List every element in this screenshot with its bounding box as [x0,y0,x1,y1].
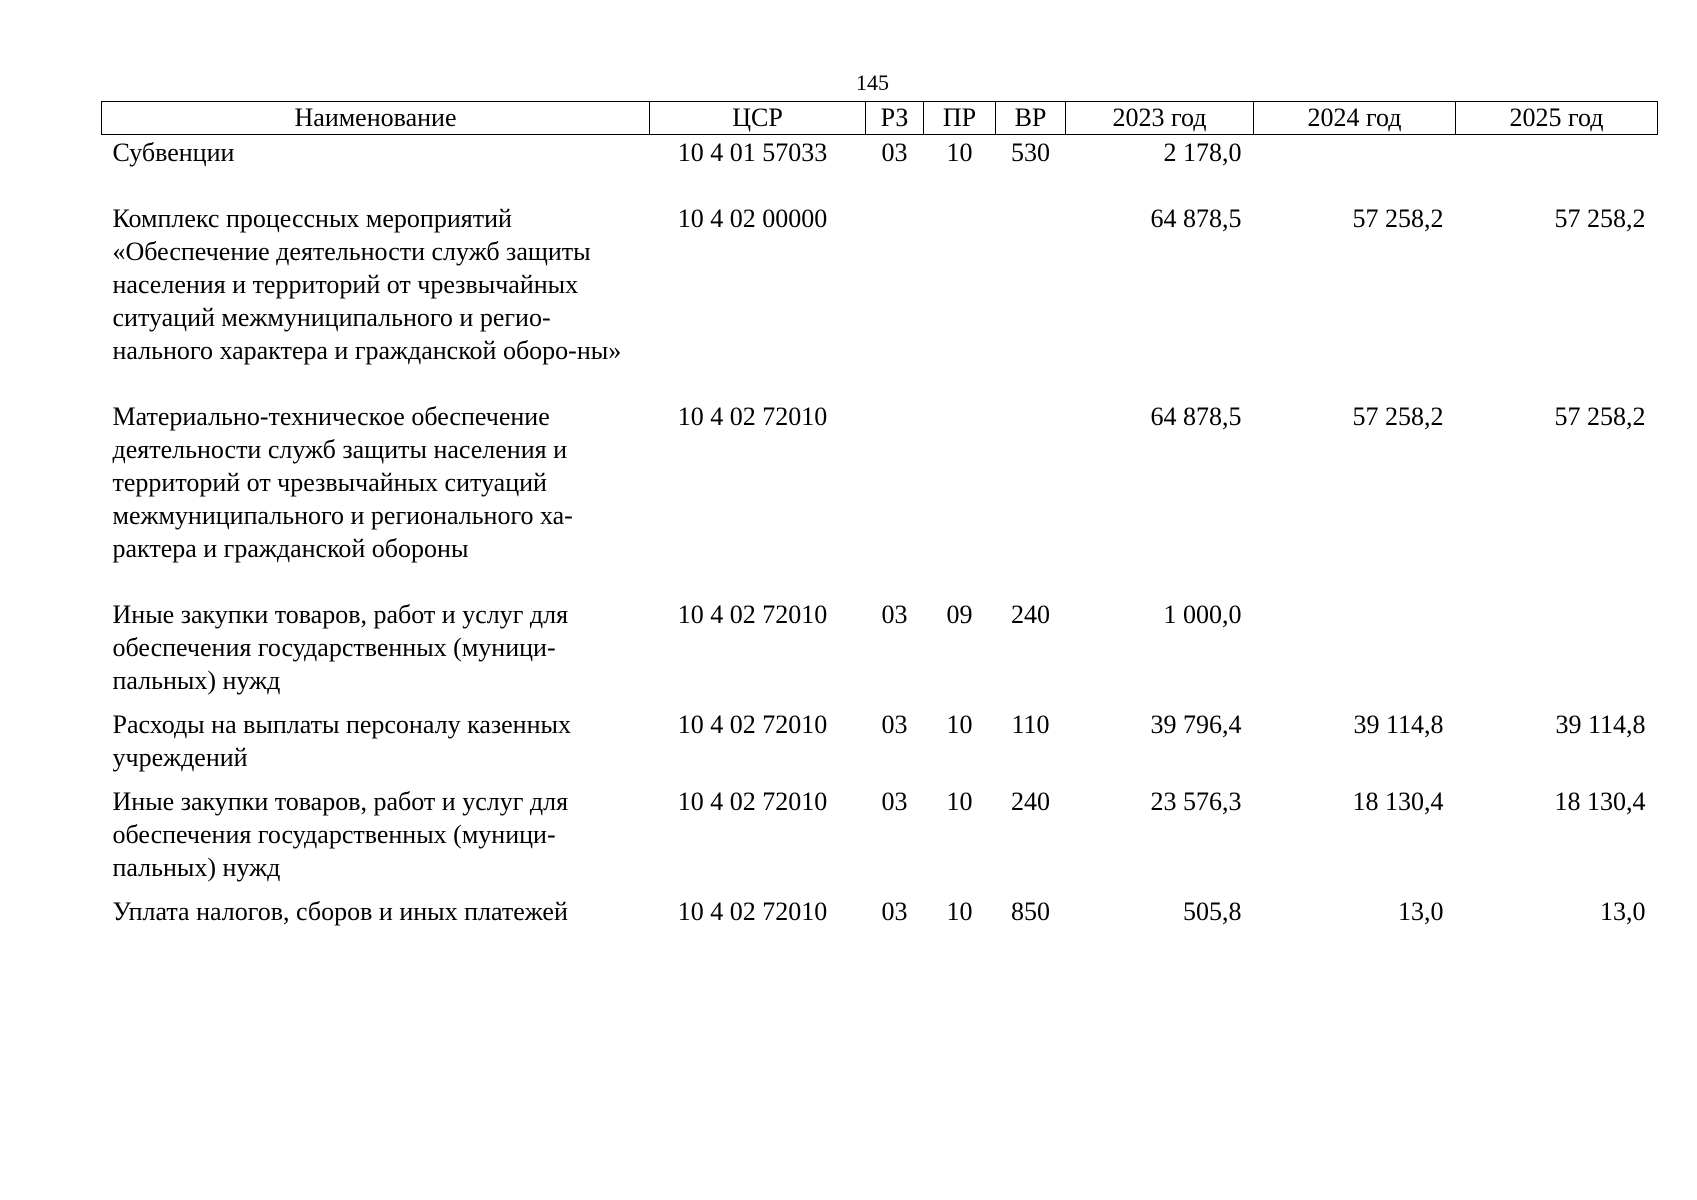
row-vr: 240 [1011,787,1050,816]
row-2023: 64 878,5 [1150,402,1242,431]
row-pr: 10 [946,138,973,167]
row-csr: 10 4 01 57033 [677,138,828,167]
header-pr: ПР [924,102,996,135]
header-2024: 2024 год [1254,102,1456,135]
row-name: Материально-техническое обеспечение деятельности служб защиты населения и территорий от чрезвычайных ситуаций межмуниципального и регионального ха-рактера и гражданской обороны [112,402,573,563]
row-2025: 13,0 [1600,897,1646,926]
row-vr [996,201,1066,399]
row-vr [996,399,1066,597]
row-vr: 850 [1011,897,1050,926]
page-number: 145 [856,70,889,95]
row-2023: 39 796,4 [1150,710,1242,739]
row-pr: 10 [946,710,973,739]
row-2025: 18 130,4 [1554,787,1646,816]
row-pr: 10 [946,787,973,816]
header-2025: 2025 год [1456,102,1658,135]
row-name: Субвенции [112,138,235,167]
header-rz: РЗ [866,102,924,135]
row-pr [924,201,996,399]
row-csr: 10 4 02 72010 [677,402,828,431]
row-name: Иные закупки товаров, работ и услуг для обеспечения государственных (муници-пальных) нужд [112,600,569,695]
row-rz: 03 [881,710,908,739]
row-2023: 64 878,5 [1150,204,1242,233]
row-csr: 10 4 02 72010 [677,600,828,629]
row-2024: 13,0 [1398,897,1444,926]
row-2025: 57 258,2 [1554,402,1646,431]
row-2023: 2 178,0 [1163,138,1242,167]
row-csr: 10 4 02 72010 [677,710,828,739]
header-vr: ВР [996,102,1066,135]
table-row [102,784,1658,894]
row-vr: 530 [1011,138,1050,167]
row-rz: 03 [881,600,908,629]
row-rz: 03 [881,897,908,926]
header-row [102,102,1658,135]
row-csr: 10 4 02 00000 [677,204,828,233]
row-pr [924,399,996,597]
header-csr: ЦСР [650,102,866,135]
row-2024: 18 130,4 [1352,787,1444,816]
header-name: Наименование [102,102,650,135]
row-vr: 110 [1011,710,1050,739]
row-2024 [1254,597,1456,707]
row-2023: 1 000,0 [1163,600,1242,629]
row-2024: 39 114,8 [1353,710,1444,739]
header-2023: 2023 год [1066,102,1254,135]
row-vr: 240 [1011,600,1050,629]
row-2025: 39 114,8 [1555,710,1646,739]
row-2023: 505,8 [1183,897,1242,926]
row-rz [866,399,924,597]
row-rz: 03 [881,138,908,167]
row-2024 [1254,135,1456,202]
row-2025: 57 258,2 [1554,204,1646,233]
table-row [102,399,1658,597]
row-2025 [1456,135,1658,202]
row-2023: 23 576,3 [1150,787,1242,816]
row-2024: 57 258,2 [1352,402,1444,431]
budget-table [101,101,1658,938]
row-name: Иные закупки товаров, работ и услуг для обеспечения государственных (муници-пальных) нужд [112,787,569,882]
row-name: Уплата налогов, сборов и иных платежей [112,897,568,926]
table-row [102,597,1658,707]
row-csr: 10 4 02 72010 [677,897,828,926]
row-pr: 09 [946,600,973,629]
row-rz: 03 [881,787,908,816]
table-row [102,707,1658,784]
row-2024: 57 258,2 [1352,204,1444,233]
table-row [102,201,1658,399]
table-row [102,894,1658,938]
row-name: Расходы на выплаты персоналу казенных учреждений [112,710,571,772]
row-rz [866,201,924,399]
row-pr: 10 [946,897,973,926]
row-name: Комплекс процессных мероприятий «Обеспечение деятельности служб защиты населения и территорий от чрезвычайных ситуаций межмуниципального и регио-нального характера и гражданской оборо-ны» [112,204,622,365]
table-row [102,135,1658,202]
row-csr: 10 4 02 72010 [677,787,828,816]
row-2025 [1456,597,1658,707]
